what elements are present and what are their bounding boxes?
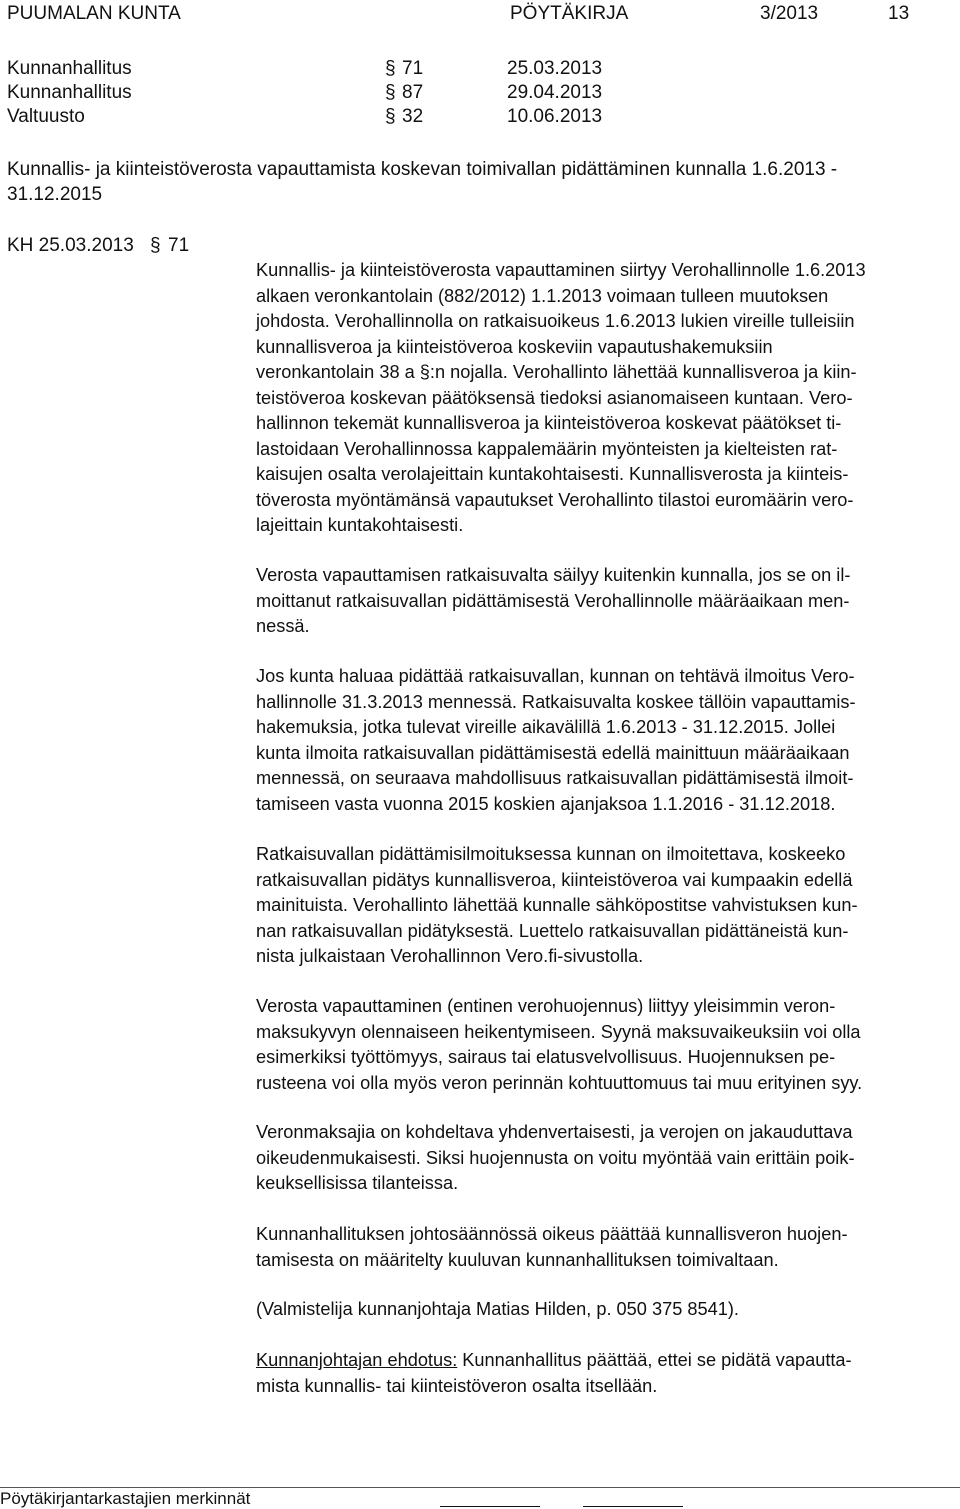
- proposal-text: Kunnanhallitus päättää, ettei se pidätä vapautta-: [457, 1350, 852, 1370]
- meeting-date: 25.03.2013: [507, 58, 603, 79]
- page-number: 13: [888, 3, 910, 24]
- paragraph: Jos kunta haluaa pidättää ratkaisuvallan, kunnan on tehtävä ilmoitus Vero- hallinnolle 31.3.2013 mennessä. Ratkaisuvalta koskee tällöin vapauttamis- hakemuksia, jotka tulevat vireille aikavälillä 1.6.2013 - 31.12.2015. Jollei kunta ilmoita ratkaisuvallan pidättämisestä edellä mainittuun määräaikaan mennessä, on seuraava mahdollisuus ratkaisuvallan pidättämisestä ilmoit- tamiseen vasta vuonna 2015 koskien ajanjaksoa 1.1.2016 - 31.12.2018.: [256, 666, 856, 814]
- section-sign-icon: [385, 82, 396, 104]
- meeting-body: Valtuusto: [7, 106, 85, 127]
- paragraph: Verosta vapauttaminen (entinen verohuojennus) liittyy yleisimmin veron- maksukyvyn olennaiseen heikentymiseen. Syynä maksuvaikeuksiin voi olla esimerkiksi työttömyys, sairaus tai elatusvelvollisuus. Huojennuksen pe- rusteena voi olla myös veron perinnän kohtuuttomuus tai muu erityinen syy.: [256, 996, 863, 1093]
- paragraph: Verosta vapauttamisen ratkaisuvalta säilyy kuitenkin kunnalla, jos se on il- moittanut ratkaisuvallan pidättämisestä Verohallinnolle määräaikaan men- nessä.: [256, 565, 851, 636]
- paragraph: Kunnanhallituksen johtosäännössä oikeus päättää kunnallisveron huojen- tamisesta on määritelty kuuluvan kunnanhallituksen toimivaltaan.: [256, 1224, 848, 1270]
- matter-title: Kunnallis- ja kiinteistöverosta vapauttamista koskevan toimivallan pidättäminen kunnalla 1.6.2013 - 31.12.2015: [7, 159, 838, 205]
- paragraph: Veronmaksajia on kohdeltava yhdenvertaisesti, ja verojen on jakauduttava oikeudenmukaisesti. Siksi huojennusta on voitu myöntää vain erittäin poik- keuksellisissa tilanteissa.: [256, 1122, 855, 1193]
- paragraph: Kunnallis- ja kiinteistöverosta vapauttaminen siirtyy Verohallinnolle 1.6.2013 alkaen veronkantolain (882/2012) 1.1.2013 voimaan tulleen muutoksen johdosta. Verohallinnolla on ratkaisuoikeus 1.6.2013 lukien vireille tulleisiin kunnallisveroa ja kiinteistöveroa koskeviin vapautushakemuksiin veronkantolain 38 a §:n nojalla. Verohallinto lähettää kunnallisveroa ja kiin- teistöveroa koskevan päätöksensä tiedoksi asianomaiseen kuntaan. Vero- hallinnon tekemät kunnallisveroa ja kiinteistöveroa koskevat päätökset ti- lastoidaan Verohallinnossa kappalemäärin myönteisten ja kielteisten rat- kaisujen osalta verolajeittain kuntakohtaisesti. Kunnallisverosta ja kiinteis- töverosta myöntämänsä vapautukset Verohallinto tilastoi euromäärin vero- lajeittain kuntakohtaisesti.: [256, 260, 866, 535]
- item-label: KH 25.03.2013: [7, 235, 134, 256]
- signature-line: [440, 1506, 540, 1507]
- doc-number: 3/2013: [760, 3, 819, 24]
- footer-label: Pöytäkirjantarkastajien merkinnät: [0, 1489, 251, 1508]
- meeting-row: [7, 58, 707, 82]
- proposal: Kunnanjohtajan ehdotus: Kunnanhallitus päättää, ettei se pidätä vapautta- mista kunnallis- tai kiinteistöveron osalta itsellään.: [256, 1350, 852, 1396]
- meeting-date: 10.06.2013: [507, 106, 603, 127]
- doc-type: PÖYTÄKIRJA: [510, 3, 629, 24]
- proposal-label: Kunnanjohtajan ehdotus:: [256, 1350, 458, 1370]
- meeting-body: Kunnanhallitus: [7, 58, 132, 79]
- section-sign-icon: [385, 106, 396, 128]
- meeting-body: Kunnanhallitus: [7, 82, 132, 103]
- signature-line: [583, 1506, 683, 1507]
- meeting-date: 29.04.2013: [507, 82, 603, 103]
- meeting-row: [7, 82, 707, 106]
- meeting-section: 87: [402, 82, 424, 103]
- preparer-note: (Valmistelija kunnanjohtaja Matias Hilden, p. 050 375 8541).: [256, 1299, 739, 1319]
- footer-divider: [0, 1487, 960, 1488]
- paragraph: Ratkaisuvallan pidättämisilmoituksessa kunnan on ilmoitettava, koskeeko ratkaisuvallan pidätys kunnallisveroa, kiinteistöveroa vai kumpaakin edellä mainituista. Verohallinto lähettää kunnalle sähköpostitse vahvistuksen kun- nan ratkaisuvallan pidätyksestä. Luettelo ratkaisuvallan pidättäneistä kun- nista julkaistaan Verohallinnon Vero.fi-sivustolla.: [256, 844, 858, 966]
- meeting-section: 32: [402, 106, 424, 127]
- section-sign-icon: [385, 58, 396, 80]
- meeting-section: 71: [402, 58, 424, 79]
- org-name: PUUMALAN KUNTA: [7, 3, 181, 24]
- section-sign-icon: [150, 235, 161, 257]
- meeting-row: [7, 106, 707, 130]
- item-section: 71: [168, 235, 190, 256]
